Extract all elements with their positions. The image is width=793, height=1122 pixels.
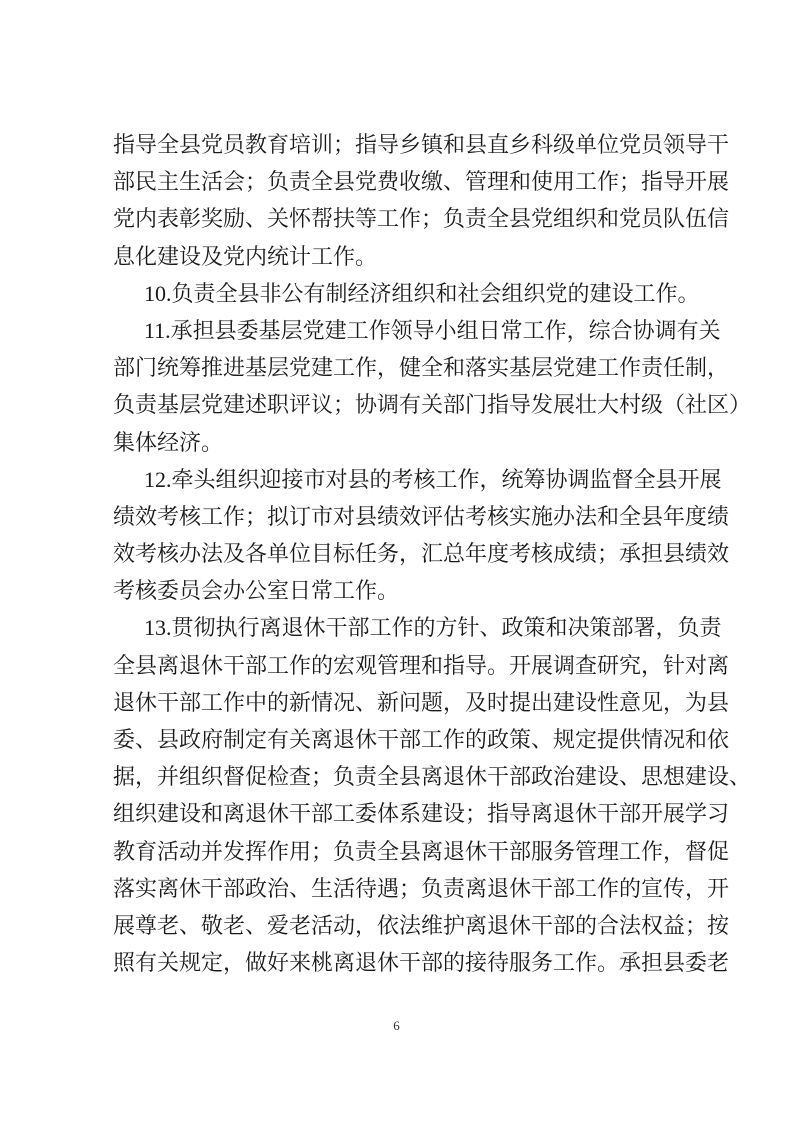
text-line: 展尊老、敬老、爱老活动，依法维护离退休干部的合法权益；按 (113, 912, 730, 938)
text-line: 组织建设和离退休干部工委体系建设；指导离退休干部开展学习 (113, 801, 730, 827)
text-line: 全县离退休干部工作的宏观管理和指导。开展调查研究，针对离 (113, 652, 730, 678)
body-text (113, 126, 752, 981)
text-line: 指导全县党员教育培训；指导乡镇和县直乡科级单位党员领导干 (113, 132, 730, 157)
text-line: 绩效考核工作；拟订市对县绩效评估考核实施办法和全县年度绩 (113, 503, 730, 529)
text-line: 息化建设及党内统计工作。 (113, 243, 378, 269)
text-line: 退休干部工作中的新情况、新问题，及时提出建设性意见，为县 (113, 689, 730, 715)
text-line: 集体经济。 (113, 429, 224, 455)
text-line: 10.负责全县非公有制经济组织和社会组织党的建设工作。 (144, 280, 700, 306)
text-line: 13.贯彻执行离退休干部工作的方针、政策和决策部署，负责 (144, 615, 722, 641)
text-line: 委、县政府制定有关离退休干部工作的政策、规定提供情况和依 (113, 727, 730, 752)
page-number: 6 (393, 1018, 400, 1033)
text-line: 效考核办法及各单位目标任务，汇总年度考核成绩；承担县绩效 (113, 541, 730, 567)
text-line: 部民主生活会；负责全县党费收缴、管理和使用工作；指导开展 (113, 169, 730, 195)
text-line: 据，并组织督促检查；负责全县离退休干部政治建设、思想建设、 (113, 764, 752, 790)
text-line: 负责基层党建述职评议；协调有关部门指导发展壮大村级（社区） (113, 392, 752, 418)
text-line: 11.承担县委基层党建工作领导小组日常工作，综合协调有关 (144, 317, 721, 343)
text-line: 照有关规定，做好来桃离退休干部的接待服务工作。承担县委老 (113, 950, 730, 976)
text-line: 教育活动并发挥作用；负责全县离退休干部服务管理工作，督促 (113, 838, 730, 864)
text-line: 党内表彰奖励、关怀帮扶等工作；负责全县党组织和党员队伍信 (113, 206, 730, 232)
text-line: 部门统筹推进基层党建工作，健全和落实基层党建工作责任制， (113, 355, 730, 381)
text-line: 考核委员会办公室日常工作。 (113, 578, 400, 604)
text-line: 落实离休干部政治、生活待遇；负责离退休干部工作的宣传，开 (113, 875, 730, 901)
text-line: 12.牵头组织迎接市对县的考核工作，统筹协调监督全县开展 (144, 466, 722, 492)
